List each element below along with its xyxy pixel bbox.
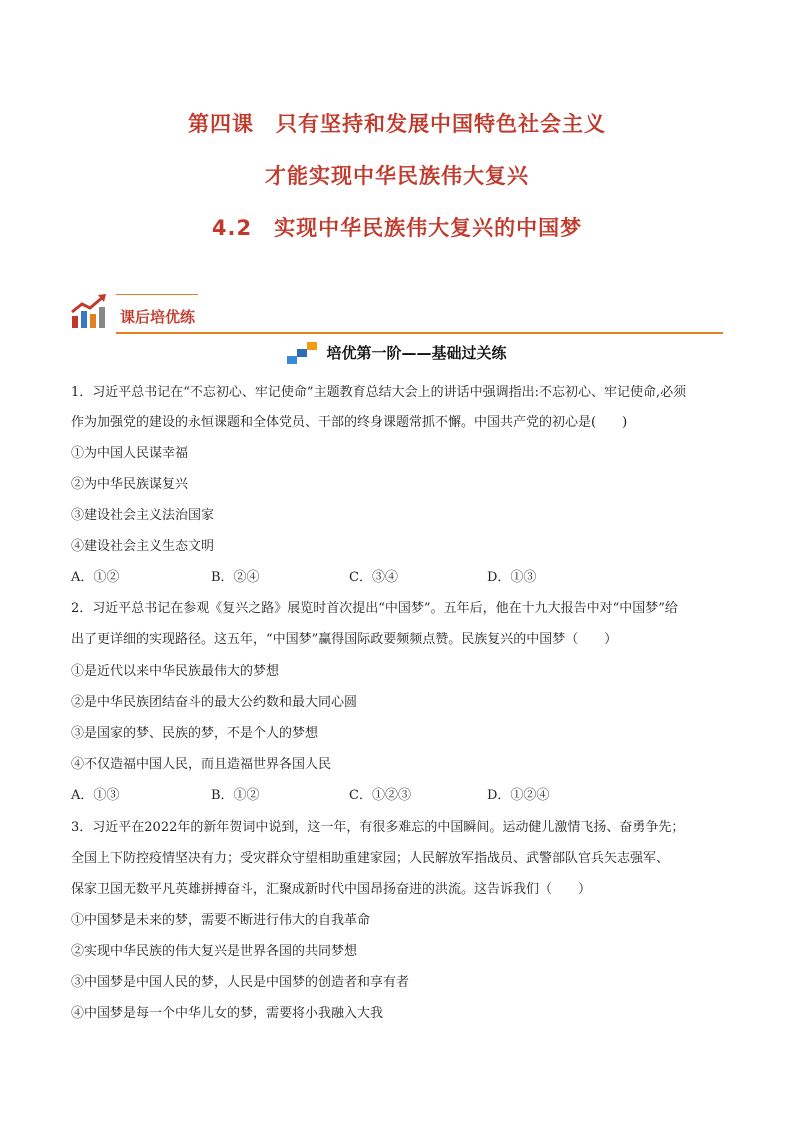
header-overline: [116, 294, 198, 295]
header-underline: [116, 332, 723, 334]
question-1-option-a[interactable]: A．①②: [71, 570, 120, 585]
question-1-item-2: ②为中华民族谋复兴: [71, 477, 189, 492]
growth-chart-icon: [70, 292, 108, 330]
question-3-item-1: ①中国梦是未来的梦，需要不断进行伟大的自我革命: [71, 913, 371, 928]
question-3-stem-line-2: 全国上下防控疫情坚决有力；受灾群众守望相助重建家园；人民解放军指战员、武警部队官兵矢志强军、: [71, 851, 670, 866]
question-1-stem-line-1: 1．习近平总书记在“不忘初心、牢记使命”主题教育总结大会上的讲话中强调指出:不忘初心、牢记使命,必须: [71, 385, 687, 400]
question-1-option-b[interactable]: B．②④: [211, 570, 260, 585]
question-3-stem-line-1: 3．习近平在2022年的新年贺词中说到，这一年，有很多难忘的中国瞬间。运动健儿激情飞扬、奋勇争先；: [71, 820, 685, 835]
lesson-subtitle: 4.2 实现中华民族伟大复兴的中国梦: [211, 216, 583, 240]
question-2-item-1: ①是近代以来中华民族最伟大的梦想: [71, 664, 280, 679]
lesson-title-line-2: 才能实现中华民族伟大复兴: [265, 164, 529, 188]
stairs-icon: [287, 340, 317, 364]
question-1-stem-line-2: 作为加强党的建设的永恒课题和全体党员、干部的终身课题常抓不懈。中国共产党的初心是( ): [71, 415, 628, 430]
subsection-header: [0, 340, 794, 370]
question-1-option-c[interactable]: C．③④: [349, 570, 398, 585]
question-1-item-1: ①为中国人民谋幸福: [71, 446, 189, 461]
subsection-label: 培优第一阶——基础过关练: [326, 343, 507, 362]
question-2-option-d[interactable]: D．①②④: [487, 788, 550, 803]
question-2-stem-line-1: 2．习近平总书记在参观《复兴之路》展览时首次提出“中国梦”。五年后，他在十九大报告中对“中国梦”给: [71, 601, 678, 616]
question-3-stem-line-3: 保家卫国无数平凡英雄拼搏奋斗，汇聚成新时代中国昂扬奋进的洪流。这告诉我们（ ）: [71, 882, 592, 897]
lesson-title-line-1: 第四课 只有坚持和发展中国特色社会主义: [188, 112, 606, 136]
question-2-stem-line-2: 出了更详细的实现路径。这五年，“中国梦”赢得国际政要频频点赞。民族复兴的中国梦（ ）: [71, 632, 618, 647]
question-2-option-a[interactable]: A．①③: [71, 788, 120, 803]
question-1-item-4: ④建设社会主义生态文明: [71, 539, 215, 554]
question-1-option-d[interactable]: D．①③: [487, 570, 537, 585]
question-3-item-2: ②实现中华民族的伟大复兴是世界各国的共同梦想: [71, 944, 358, 959]
question-1-item-3: ③建设社会主义法治国家: [71, 508, 215, 523]
question-3-item-4: ④中国梦是每一个中华儿女的梦，需要将小我融入大我: [71, 1006, 384, 1021]
question-2-option-b[interactable]: B．①②: [211, 788, 260, 803]
section-header: [70, 292, 723, 334]
question-3-item-3: ③中国梦是中国人民的梦，人民是中国梦的创造者和享有者: [71, 975, 410, 990]
question-2-item-4: ④不仅造福中国人民，而且造福世界各国人民: [71, 757, 332, 772]
section-label: 课后培优练: [120, 308, 196, 326]
question-2-item-3: ③是国家的梦、民族的梦，不是个人的梦想: [71, 726, 319, 741]
question-2-option-c[interactable]: C．①②③: [349, 788, 411, 803]
question-2-item-2: ②是中华民族团结奋斗的最大公约数和最大同心圆: [71, 695, 358, 710]
